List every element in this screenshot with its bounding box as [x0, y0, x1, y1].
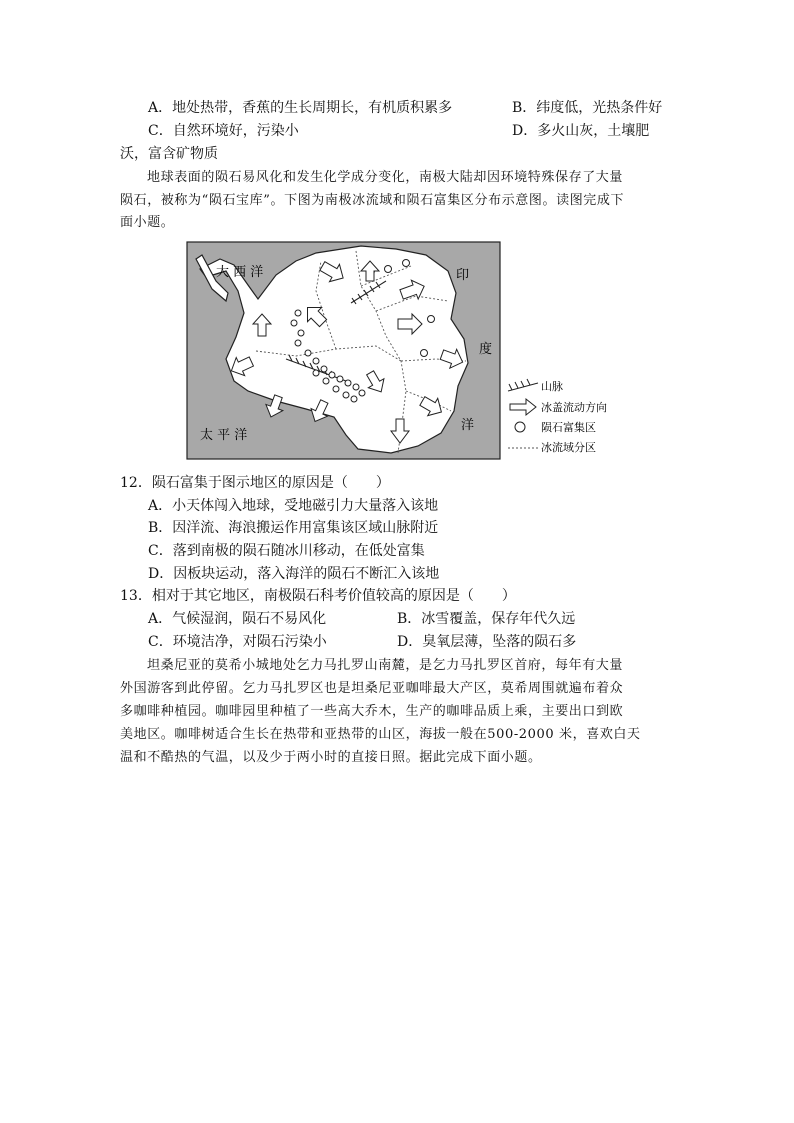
passage2-line1: 坦桑尼亚的莫希小城地处乞力马扎罗山南麓，是乞力马扎罗区首府，每年有大量 — [147, 658, 624, 673]
legend-boundary: 冰流域分区 — [541, 441, 596, 454]
passage2-line5: 温和不酷热的气温，以及少于两小时的直接日照。据此完成下面小题。 — [120, 750, 542, 765]
q12-option-c[interactable]: C．落到南极的陨石随冰川移动，在低处富集 — [148, 543, 425, 559]
legend-meteorite: 陨石富集区 — [541, 421, 596, 434]
mountain-legend-icon — [508, 379, 538, 391]
passage1-line1: 地球表面的陨石易风化和发生化学成分变化，南极大陆却因环境特殊保存了大量 — [147, 170, 624, 185]
prev-option-c: C．自然环境好，污染小 — [148, 123, 299, 139]
passage2-line2: 外国游客到此停留。乞力马扎罗区也是坦桑尼亚咖啡最大产区，莫希周围就遍布着众 — [120, 681, 624, 696]
label-indian-1: 印 — [456, 268, 470, 283]
meteorite-legend-icon — [515, 422, 525, 432]
ice-flow-legend-icon — [510, 399, 536, 415]
label-pacific: 太 平 洋 — [200, 428, 248, 443]
q13-option-a[interactable]: A．气候湿润，陨石不易风化 — [148, 611, 327, 627]
passage1-line3: 面小题。 — [120, 215, 175, 230]
q13-stem: 13．相对于其它地区，南极陨石科考价值较高的原因是（ ） — [120, 588, 516, 604]
prev-option-d: D．多火山灰，土壤肥 — [512, 123, 650, 139]
passage2-line3: 多咖啡种植园。咖啡园里种植了一些高大乔木，生产的咖啡品质上乘，主要出口到欧 — [120, 704, 624, 719]
passage2-line4: 美地区。咖啡树适合生长在热带和亚热带的山区，海拔一般在500-2000 米，喜欢白天 — [120, 727, 641, 742]
q13-option-c[interactable]: C．环境洁净，对陨石污染小 — [148, 634, 327, 650]
passage1-line2: 陨石，被称为“陨石宝库”。下图为南极冰流域和陨石富集区分布示意图。读图完成下 — [120, 193, 625, 208]
antarctica-map — [186, 241, 616, 461]
label-indian-2: 度 — [479, 342, 493, 357]
label-indian-3: 洋 — [461, 418, 475, 433]
q12-option-b[interactable]: B．因洋流、海浪搬运作用富集该区域山脉附近 — [148, 520, 439, 536]
prev-option-d-cont: 沃，富含矿物质 — [120, 146, 218, 162]
prev-option-a: A．地处热带，香蕉的生长周期长，有机质积累多 — [148, 100, 453, 116]
q12-option-a[interactable]: A．小天体闯入地球，受地磁引力大量落入该地 — [148, 498, 439, 514]
legend-mountain: 山脉 — [541, 380, 563, 393]
q13-option-b[interactable]: B．冰雪覆盖，保存年代久远 — [397, 611, 576, 627]
legend-ice-flow: 冰盖流动方向 — [541, 401, 607, 414]
label-atlantic: 大 西 洋 — [216, 265, 264, 280]
q12-option-d[interactable]: D．因板块运动，落入海洋的陨石不断汇入该地 — [148, 566, 440, 582]
q12-stem: 12．陨石富集于图示地区的原因是（ ） — [120, 475, 390, 491]
map-legend — [508, 379, 607, 454]
q13-option-d[interactable]: D．臭氧层薄，坠落的陨石多 — [397, 634, 577, 650]
prev-option-b: B．纬度低，光热条件好 — [512, 100, 663, 116]
